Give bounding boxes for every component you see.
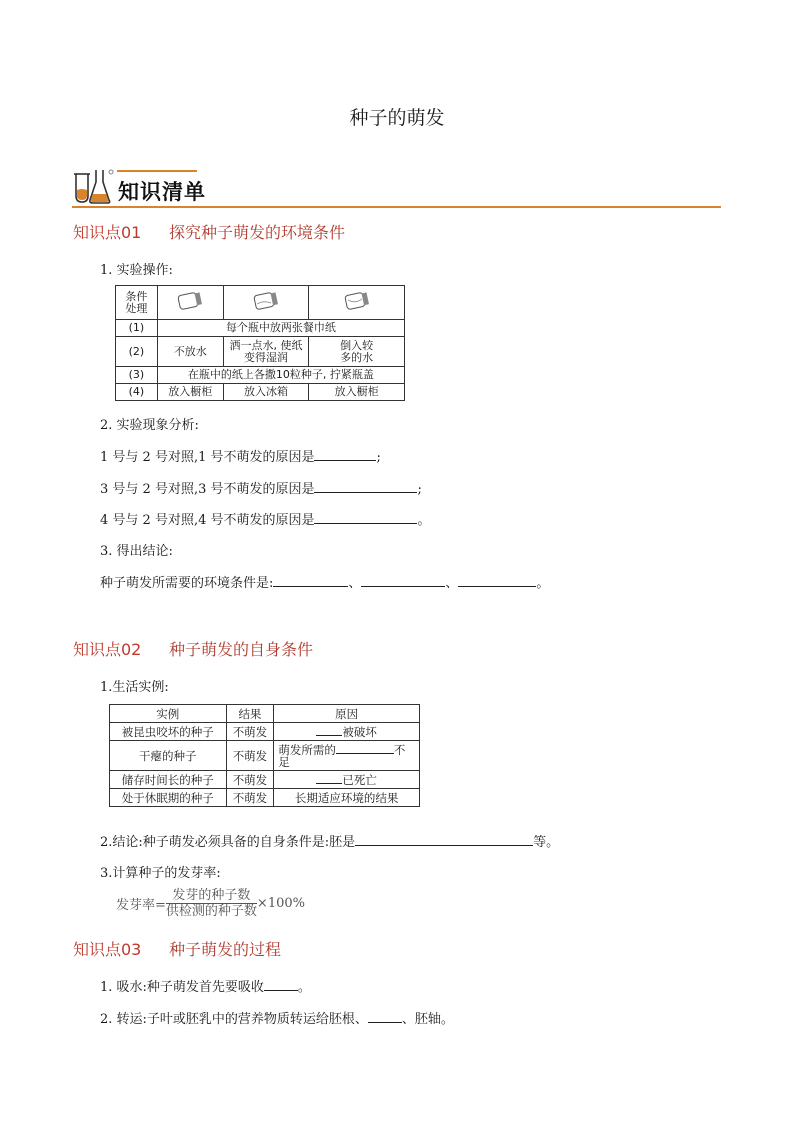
- cell-text: 足: [278, 755, 290, 769]
- answer-blank[interactable]: [314, 448, 376, 461]
- answer-blank[interactable]: [458, 574, 536, 587]
- answer-blank[interactable]: [314, 511, 417, 524]
- kp2-heading: [73, 637, 313, 660]
- examples-table: [109, 704, 420, 807]
- answer-blank[interactable]: [314, 480, 417, 493]
- kp2-conclusion: [100, 831, 559, 850]
- page-title: 种子的萌发: [349, 107, 445, 129]
- answer-blank[interactable]: [264, 978, 298, 991]
- section-header-label: 知识清单: [118, 180, 206, 204]
- cell-text: 不: [393, 743, 406, 757]
- header-accent-bar: [117, 170, 197, 172]
- germination-rate-formula: [116, 888, 305, 919]
- formula-numerator: 发芽的种子数: [166, 888, 257, 904]
- answer-blank[interactable]: [273, 574, 348, 587]
- row-label: (3): [116, 367, 158, 384]
- kp3-title: 种子萌发的过程: [169, 940, 282, 959]
- table-head-cell: 实例: [110, 705, 227, 723]
- punct: 、: [445, 576, 459, 591]
- analysis-line-1: [100, 446, 381, 465]
- row-cell: 在瓶中的纸上各撒10粒种子, 拧紧瓶盖: [157, 367, 404, 384]
- kp1-step3: 3. 得出结论:: [100, 544, 173, 559]
- row-label: (4): [116, 384, 158, 401]
- row-cell: 放入橱柜: [309, 384, 405, 401]
- formula-fraction: [166, 888, 257, 919]
- row-label: (2): [116, 337, 158, 367]
- punct: 。: [536, 576, 550, 591]
- kp1-heading: [73, 220, 345, 243]
- table-cell: [274, 741, 420, 771]
- table-head-cell: 原因: [274, 705, 420, 723]
- row-cell: 每个瓶中放两张餐巾纸: [157, 320, 404, 337]
- analysis-text: 4 号与 2 号对照,4 号不萌发的原因是: [100, 513, 315, 528]
- punct: 、: [348, 576, 362, 591]
- section-header-rule: [72, 206, 721, 208]
- kp3-number: 知识点03: [73, 940, 142, 959]
- jar-image-1: [157, 286, 223, 320]
- formula-denominator: 供检测的种子数: [165, 904, 257, 919]
- punct: 。: [417, 513, 431, 528]
- table-cell: 储存时间长的种子: [110, 771, 227, 789]
- kp3-line2: [100, 1008, 454, 1027]
- table-cell: 处于休眠期的种子: [110, 789, 227, 807]
- jar-icon: [173, 290, 207, 312]
- kp3-heading: [73, 937, 281, 960]
- formula-rhs: ×100%: [256, 896, 305, 911]
- row-cell: 倒入较 多的水: [309, 337, 405, 367]
- table-cell: 不萌发: [226, 741, 274, 771]
- cell-text: 被破坏: [342, 725, 377, 739]
- table-cell: 不萌发: [226, 771, 274, 789]
- jar-image-3: [309, 286, 405, 320]
- kp2-step3: 3.计算种子的发芽率:: [100, 866, 221, 881]
- answer-blank[interactable]: [336, 743, 394, 754]
- table-cell: 不萌发: [226, 723, 274, 741]
- punct: 等。: [533, 835, 560, 850]
- table-cell: [274, 771, 420, 789]
- answer-blank[interactable]: [355, 833, 533, 846]
- answer-blank[interactable]: [316, 773, 342, 784]
- formula-lhs: 发芽率=: [116, 898, 166, 913]
- row-cell: 放入橱柜: [157, 384, 223, 401]
- cell-text: 已死亡: [342, 773, 377, 787]
- punct: ;: [376, 450, 381, 465]
- conclusion-text: 2.结论:种子萌发必须具备的自身条件是:胚是: [100, 835, 356, 850]
- cell-text: 萌发所需的: [278, 743, 336, 757]
- answer-blank[interactable]: [361, 574, 445, 587]
- row-label: (1): [116, 320, 158, 337]
- punct: ;: [417, 482, 422, 497]
- experiment-table: [115, 285, 405, 401]
- table-cell: 干瘪的种子: [110, 741, 227, 771]
- table-cell: 不萌发: [226, 789, 274, 807]
- lab-flask-icon: [70, 166, 114, 206]
- jar-image-2: [223, 286, 309, 320]
- answer-blank[interactable]: [368, 1010, 402, 1023]
- process-text: 1. 吸水:种子萌发首先要吸收: [100, 980, 264, 995]
- conclusion-text: 种子萌发所需要的环境条件是:: [100, 576, 274, 591]
- kp1-title: 探究种子萌发的环境条件: [169, 223, 346, 242]
- kp2-step1: 1.生活实例:: [100, 680, 169, 695]
- kp2-number: 知识点02: [73, 640, 142, 659]
- table-head-cell: 结果: [226, 705, 274, 723]
- answer-blank[interactable]: [316, 725, 342, 736]
- row-cell: 不放水: [157, 337, 223, 367]
- analysis-text: 3 号与 2 号对照,3 号不萌发的原因是: [100, 482, 315, 497]
- table-cell: [274, 723, 420, 741]
- process-text: 2. 转运:子叶或胚乳中的营养物质转运给胚根、: [100, 1012, 368, 1027]
- jar-icon: [340, 290, 374, 312]
- kp2-title: 种子萌发的自身条件: [169, 640, 314, 659]
- row-cell: 洒一点水, 使纸 变得湿润: [223, 337, 309, 367]
- table-cell: 长期适应环境的结果: [274, 789, 420, 807]
- kp1-step2: 2. 实验现象分析:: [100, 418, 199, 433]
- analysis-text: 1 号与 2 号对照,1 号不萌发的原因是: [100, 450, 315, 465]
- analysis-line-2: [100, 478, 422, 497]
- punct: 。: [297, 980, 311, 995]
- row-cell: 放入冰箱: [223, 384, 309, 401]
- table-head-cell: 条件 处理: [116, 286, 158, 320]
- kp1-step1: 1. 实验操作:: [100, 263, 173, 278]
- conclusion-line: [100, 572, 549, 591]
- table-cell: 被昆虫咬坏的种子: [110, 723, 227, 741]
- kp3-line1: [100, 976, 311, 995]
- kp1-number: 知识点01: [73, 223, 142, 242]
- punct: 、胚轴。: [401, 1012, 454, 1027]
- jar-icon: [249, 290, 283, 312]
- analysis-line-3: [100, 509, 431, 528]
